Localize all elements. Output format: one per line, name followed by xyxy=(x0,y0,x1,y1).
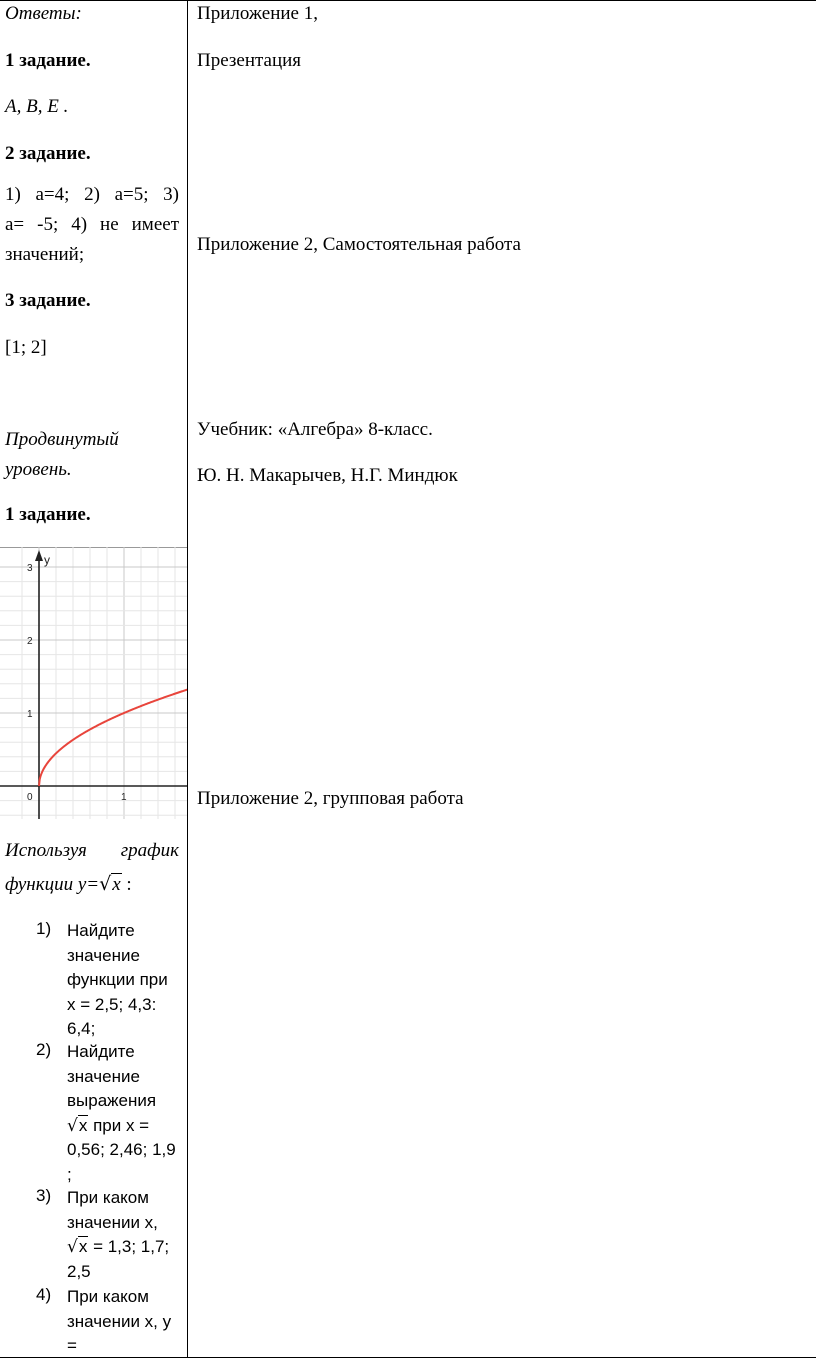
y-tick-label: 3 xyxy=(27,563,33,574)
y-axis-label: y xyxy=(44,553,50,567)
sqrt-expression: √x xyxy=(67,1115,88,1136)
list-item-text: При каком значении x, y = xyxy=(67,1287,172,1355)
answers-heading: Ответы: xyxy=(5,3,82,24)
sqrt-radicand: x xyxy=(78,1115,88,1135)
y-tick-label: 2 xyxy=(27,636,33,647)
table-top-border xyxy=(0,0,816,1)
task2-answer-line1: 1) a=4; 2) a=5; 3) xyxy=(5,184,179,205)
task2-answer-line3: значений; xyxy=(5,244,85,265)
sqrt-radicand: x xyxy=(112,874,121,895)
list-item-number: 4) xyxy=(36,1285,52,1304)
list-item-number: 3) xyxy=(36,1186,52,1205)
task1-answer: A, B, E . xyxy=(5,96,69,117)
sqrt-radicand: x xyxy=(78,1237,88,1256)
task1-heading: 1 задание. xyxy=(5,50,91,71)
advanced-level-line1: Продвинутый xyxy=(5,429,119,450)
chart-background xyxy=(0,547,187,819)
x-tick-label: 0 xyxy=(27,792,33,803)
appendix2-group-work: Приложение 2, групповая работа xyxy=(197,788,464,809)
list-item-number: 2) xyxy=(36,1040,52,1059)
graph-intro-line2 xyxy=(5,873,132,896)
graph-intro-colon: : xyxy=(121,874,132,895)
graph-intro-function: функции y= xyxy=(5,874,100,895)
textbook-authors: Ю. Н. Макарычев, Н.Г. Миндюк xyxy=(197,465,458,486)
task3-heading: 3 задание. xyxy=(5,290,91,311)
list-item-text-part: при x = 0,56; 2,46; 1,9 ; xyxy=(67,1115,176,1184)
advanced-task1-heading: 1 задание. xyxy=(5,504,91,525)
list-item-text-part: = 1,3; 1,7; 2,5 xyxy=(67,1237,170,1281)
sqrt-expression: √x xyxy=(99,873,121,895)
list-item-text xyxy=(67,1040,179,1187)
list-item-text-part: При каком значении x, xyxy=(67,1188,158,1232)
list-item-text: Найдите значение функции при x = 2,5; 4,3: 6,4; xyxy=(67,921,168,1038)
column-divider xyxy=(187,0,188,1358)
list-item-text-part: Найдите значение выражения xyxy=(67,1042,157,1110)
appendix1-presentation: Презентация xyxy=(197,50,302,71)
y-tick-label: 1 xyxy=(27,709,33,720)
task2-heading: 2 задание. xyxy=(5,143,91,164)
appendix1-title: Приложение 1, xyxy=(197,3,318,24)
x-tick-label: 1 xyxy=(121,792,127,803)
list-item-number: 1) xyxy=(36,919,52,938)
task3-answer: [1; 2] xyxy=(5,337,47,358)
textbook-title: Учебник: «Алгебра» 8-класс. xyxy=(197,419,433,440)
graph-intro-line1: Используя график xyxy=(5,840,179,861)
appendix2-independent-work: Приложение 2, Самостоятельная работа xyxy=(197,234,521,255)
sqrt-function-chart xyxy=(0,547,187,819)
sqrt-expression: √x xyxy=(67,1237,88,1257)
list-item-text xyxy=(67,1186,179,1284)
task2-answer-line2: a= -5; 4) не имеет xyxy=(5,214,179,235)
advanced-level-line2: уровень. xyxy=(5,459,72,480)
